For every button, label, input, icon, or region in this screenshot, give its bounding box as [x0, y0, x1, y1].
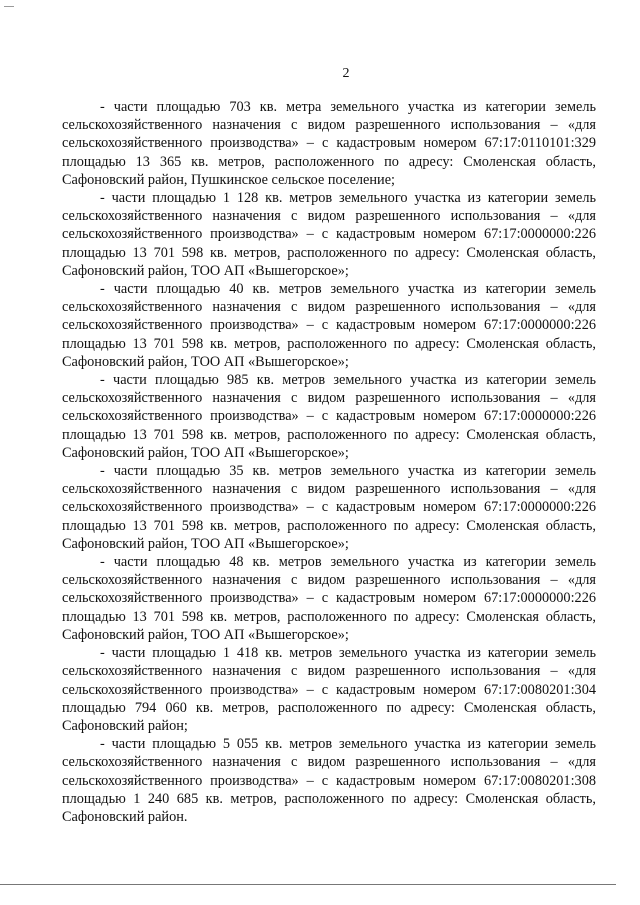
paragraph-1: - части площадью 703 кв. метра земельного участка из категории земель сельскохозяйственного назначения с видом разрешенного использования – «для сельскохозяйственного производства» – с кадастровым номером 67:17:0110101:329 площадью 13 365 кв. метров, расположенного по адресу: Смоленская область, Сафоновский район, Пушкинское сельское поселение; [62, 99, 596, 188]
paragraph-2: - части площадью 1 128 кв. метров земельного участка из категории земель сельскохозяйственного назначения с видом разрешенного использования – «для сельскохозяйственного производства» – с кадастровым номером 67:17:0000000:226 площадью 13 701 598 кв. метров, расположенного по адресу: Смоленская область, Сафоновский район, ТОО АП «Вышегорское»; [62, 190, 596, 279]
scan-edge-line [0, 884, 616, 885]
paragraph-5: - части площадью 35 кв. метров земельного участка из категории земель сельскохозяйственного назначения с видом разрешенного использования – «для сельскохозяйственного производства» – с кадастровым номером 67:17:0000000:226 площадью 13 701 598 кв. метров, расположенного по адресу: Смоленская область, Сафоновский район, ТОО АП «Вышегорское»; [62, 463, 596, 552]
page-number: 2 [342, 66, 350, 81]
paragraph-8: - части площадью 5 055 кв. метров земельного участка из категории земель сельскохозяйственного назначения с видом разрешенного использования – «для сельскохозяйственного производства» – с кадастровым номером 67:17:0080201:308 площадью 1 240 685 кв. метров, расположенного по адресу: Смоленская область, Сафоновский район. [62, 736, 596, 825]
scan-artifact-mark [4, 6, 14, 7]
document-body [62, 98, 596, 826]
paragraph-7: - части площадью 1 418 кв. метров земельного участка из категории земель сельскохозяйственного назначения с видом разрешенного использования – «для сельскохозяйственного производства» – с кадастровым номером 67:17:0080201:304 площадью 794 060 кв. метров, расположенного по адресу: Смоленская область, Сафоновский район; [62, 645, 596, 734]
paragraph-3: - части площадью 40 кв. метров земельного участка из категории земель сельскохозяйственного назначения с видом разрешенного использования – «для сельскохозяйственного производства» – с кадастровым номером 67:17:0000000:226 площадью 13 701 598 кв. метров, расположенного по адресу: Смоленская область, Сафоновский район, ТОО АП «Вышегорское»; [62, 281, 596, 370]
paragraph-6: - части площадью 48 кв. метров земельного участка из категории земель сельскохозяйственного назначения с видом разрешенного использования – «для сельскохозяйственного производства» – с кадастровым номером 67:17:0000000:226 площадью 13 701 598 кв. метров, расположенного по адресу: Смоленская область, Сафоновский район, ТОО АП «Вышегорское»; [62, 554, 596, 643]
paragraph-4: - части площадью 985 кв. метров земельного участка из категории земель сельскохозяйственного назначения с видом разрешенного использования – «для сельскохозяйственного производства» – с кадастровым номером 67:17:0000000:226 площадью 13 701 598 кв. метров, расположенного по адресу: Смоленская область, Сафоновский район, ТОО АП «Вышегорское»; [62, 372, 596, 461]
